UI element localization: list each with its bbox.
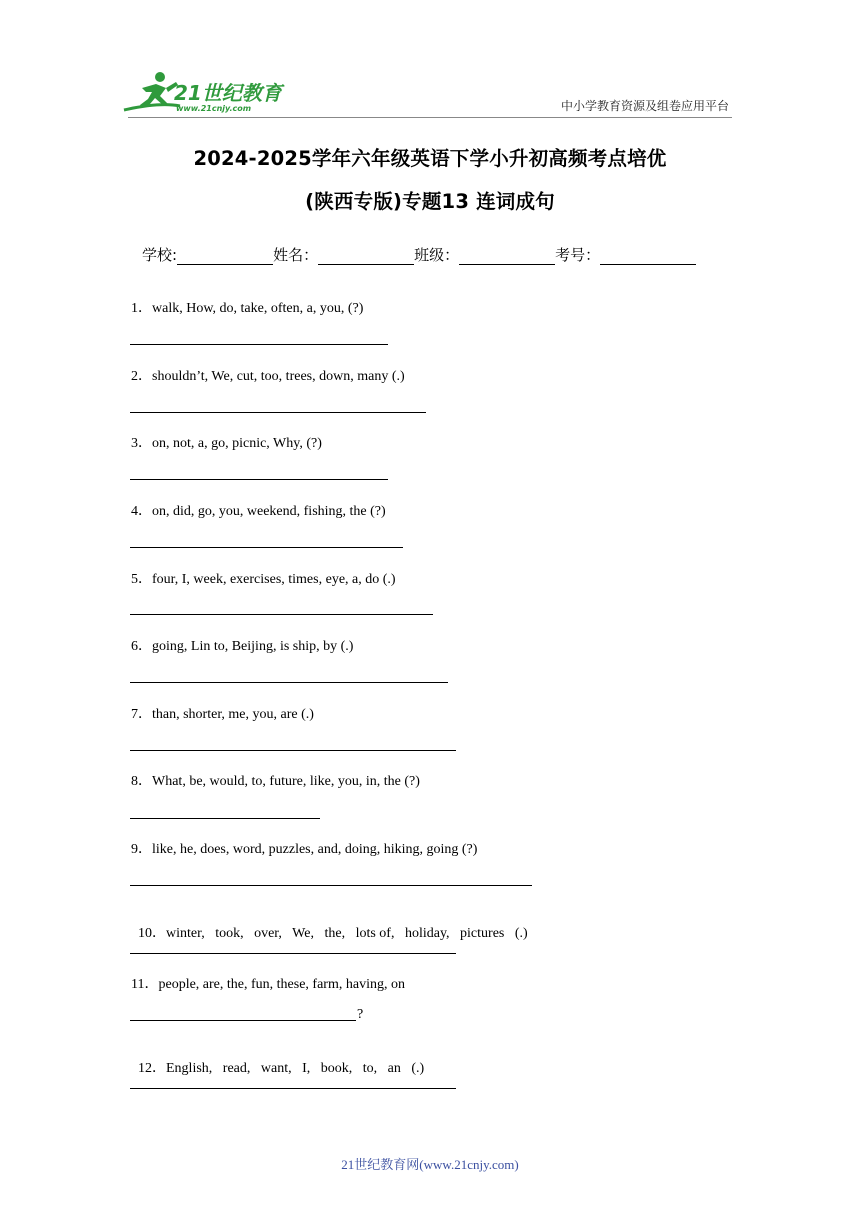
svg-text:www.21cnjy.com: www.21cnjy.com — [176, 104, 252, 113]
header-divider — [128, 117, 732, 118]
question-2: 2．shouldn’t, We, cut, too, trees, down, many (.) — [131, 369, 405, 384]
platform-tagline: 中小学教育资源及组卷应用平台 — [560, 99, 729, 113]
question-text: What, be, would, to, future, like, you, in, the (?) — [152, 774, 420, 789]
answer-line-3[interactable] — [130, 479, 388, 480]
page-header — [0, 0, 860, 125]
svg-text:21世纪教育: 21世纪教育 — [174, 81, 282, 105]
question-7: 7．than, shorter, me, you, are (.) — [131, 707, 314, 722]
question-4: 4．on, did, go, you, weekend, fishing, the (?) — [131, 504, 386, 519]
answer-line-12[interactable] — [130, 1088, 456, 1089]
question-text: four, I, week, exercises, times, eye, a, do (.) — [152, 572, 396, 587]
question-text: walk, How, do, take, often, a, you, (?) — [152, 301, 364, 316]
answer-line-2[interactable] — [130, 412, 426, 413]
answer-line-9[interactable] — [130, 885, 532, 886]
question-text: English, read, want, I, book, to, an (.) — [166, 1061, 425, 1076]
question-text: like, he, does, word, puzzles, and, doing, hiking, going (?) — [152, 842, 478, 857]
answer-end-mark: ? — [357, 1007, 364, 1022]
name-label: 姓名： — [273, 246, 319, 264]
answer-line-4[interactable] — [130, 547, 403, 548]
answer-line-7[interactable] — [130, 750, 456, 751]
class-label: 班级： — [414, 246, 460, 264]
student-info-row — [142, 244, 696, 265]
question-text: winter, took, over, We, the, lots of, holiday, pictures (.) — [166, 926, 528, 941]
question-text: people, are, the, fun, these, farm, having, on — [158, 977, 405, 992]
answer-line-6[interactable] — [130, 682, 448, 683]
question-text: going, Lin to, Beijing, is ship, by (.) — [152, 639, 354, 654]
class-blank[interactable] — [459, 248, 555, 265]
question-11: 11．people, are, the, fun, these, farm, having, on — [131, 977, 405, 992]
page-subtitle: (陕西专版)专题13 连词成句 — [305, 190, 555, 213]
question-text: shouldn’t, We, cut, too, trees, down, many (.) — [152, 369, 405, 384]
answer-line-1[interactable] — [130, 344, 388, 345]
page-title: 2024-2025学年六年级英语下学小升初高频考点培优 — [193, 147, 667, 170]
site-logo[interactable] — [120, 68, 295, 116]
question-text: on, did, go, you, weekend, fishing, the (?) — [152, 504, 386, 519]
question-9: 9．like, he, does, word, puzzles, and, doing, hiking, going (?) — [131, 842, 478, 857]
question-12: 12．English, read, want, I, book, to, an (.) — [138, 1061, 425, 1076]
question-3: 3．on, not, a, go, picnic, Why, (?) — [131, 436, 322, 451]
question-8: 8．What, be, would, to, future, like, you, in, the (?) — [131, 774, 420, 789]
question-1: 1．walk, How, do, take, often, a, you, (?) — [131, 301, 364, 316]
question-text: than, shorter, me, you, are (.) — [152, 707, 314, 722]
name-blank[interactable] — [318, 248, 414, 265]
exam-no-label: 考号： — [555, 246, 601, 264]
exam-no-blank[interactable] — [600, 248, 696, 265]
answer-line-5[interactable] — [130, 614, 433, 615]
answer-line-11[interactable] — [130, 1020, 356, 1021]
school-label: 学校: — [142, 246, 178, 264]
school-blank[interactable] — [177, 248, 273, 265]
runner-logo-icon — [120, 68, 295, 116]
answer-line-8[interactable] — [130, 818, 320, 819]
answer-line-10[interactable] — [130, 953, 456, 954]
question-text: on, not, a, go, picnic, Why, (?) — [152, 436, 322, 451]
question-10: 10．winter, took, over, We, the, lots of, holiday, pictures (.) — [138, 926, 528, 941]
question-5: 5．four, I, week, exercises, times, eye, a, do (.) — [131, 572, 396, 587]
page-footer[interactable]: 21世纪教育网(www.21cnjy.com) — [341, 1157, 519, 1172]
question-6: 6．going, Lin to, Beijing, is ship, by (.) — [131, 639, 354, 654]
